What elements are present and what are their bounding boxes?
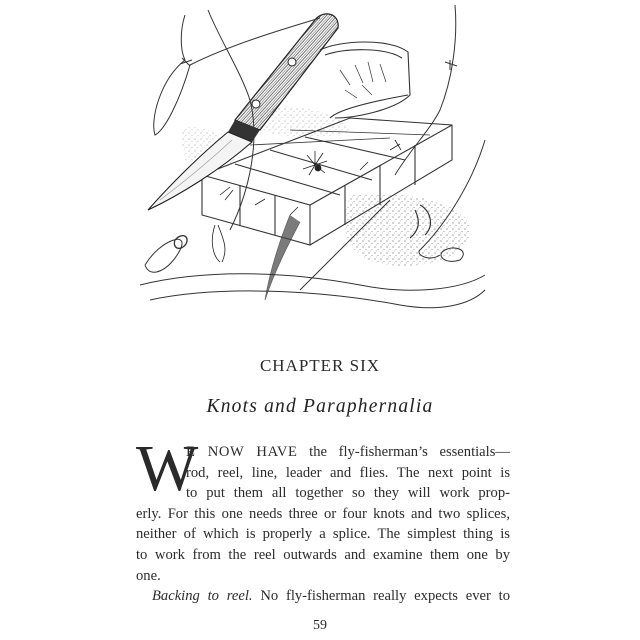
- line-1-rest: the fly-fisherman’s essentials—: [297, 444, 510, 460]
- text-line-7: one.: [136, 567, 161, 584]
- text-line-2: rod, reel, line, leader and flies. The next point is: [186, 464, 510, 481]
- text-line-3: to put them all together so they will work prop-: [186, 485, 510, 502]
- text-line-6: to work from the reel outwards and examine them one by: [136, 546, 510, 563]
- section-heading-backing-to-reel: Backing to reel.: [152, 588, 253, 605]
- chapter-title: Knots and Paraphernalia: [206, 396, 434, 417]
- chapter-body: [136, 432, 510, 607]
- chapter-illustration: [140, 0, 500, 320]
- line-8-rest: No fly-fisherman really expects ever to: [252, 588, 510, 605]
- text-line-4: erly. For this one needs three or four knots and two splices,: [136, 505, 510, 522]
- text-line-5: neither of which is properly a splice. The simplest thing is: [136, 526, 510, 543]
- page-number: 59: [313, 618, 327, 633]
- text-line-8: [136, 586, 510, 607]
- fishing-gear-drawing: [140, 0, 500, 320]
- opening-words: E NOW HAVE: [186, 444, 298, 460]
- chapter-number: CHAPTER SIX: [259, 356, 381, 375]
- fly-box-lid: [320, 42, 410, 118]
- drop-cap: W: [136, 432, 199, 505]
